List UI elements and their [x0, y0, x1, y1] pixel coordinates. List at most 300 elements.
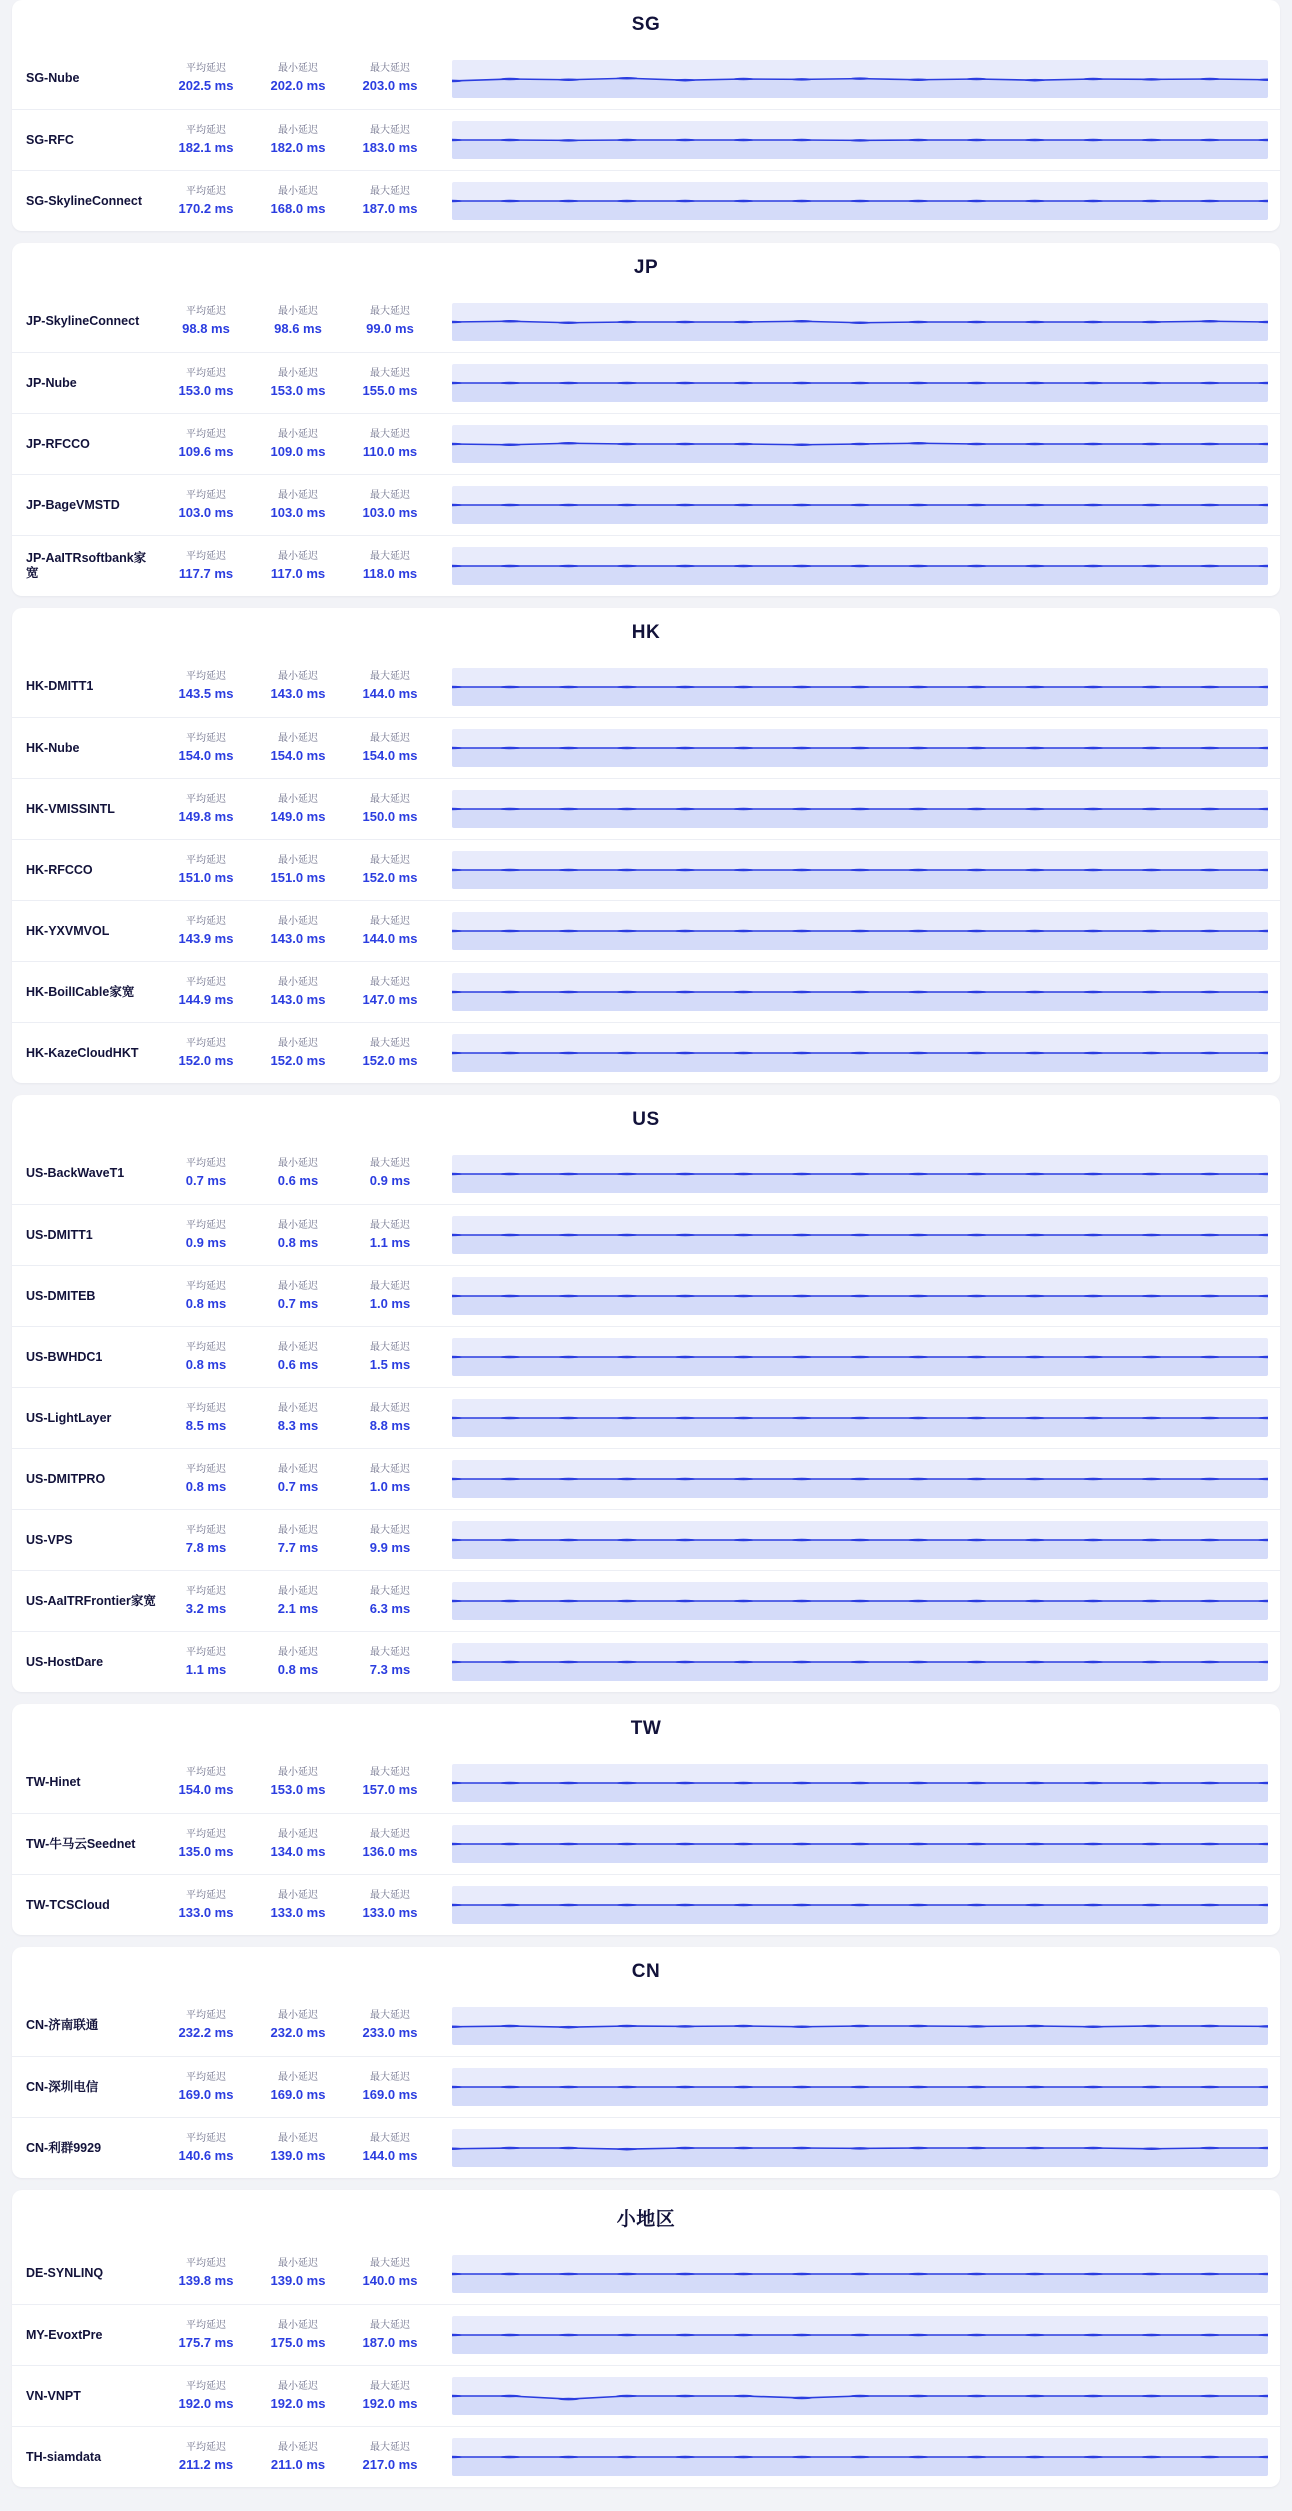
avg-latency [160, 2131, 252, 2166]
avg-latency-label: 平均延迟 [186, 185, 226, 197]
max-latency [344, 2256, 436, 2291]
node-name: JP-Nube [26, 375, 77, 390]
metrics-group [160, 2131, 436, 2166]
metrics-group [160, 61, 436, 96]
max-latency-value: 6.3 ms [369, 1600, 411, 1616]
max-latency-value: 9.9 ms [369, 1539, 411, 1555]
node-name: US-BWHDC1 [26, 1349, 103, 1364]
node-name: JP-SkylineConnect [26, 314, 140, 328]
avg-latency-label: 平均延迟 [186, 124, 226, 136]
avg-latency [160, 304, 252, 339]
latency-sparkline [452, 121, 1268, 159]
latency-sparkline [452, 2129, 1268, 2167]
min-latency-value: 169.0 ms [270, 2086, 326, 2102]
max-latency-value: 1.5 ms [369, 1356, 411, 1372]
min-latency-value: 153.0 ms [270, 382, 326, 398]
max-latency [344, 184, 436, 219]
avg-latency-value: 1.1 ms [185, 1661, 227, 1677]
max-latency-label: 最大延迟 [370, 1341, 410, 1353]
max-latency-value: 150.0 ms [362, 808, 418, 824]
max-latency-label: 最大延迟 [370, 1402, 410, 1414]
metrics-group [160, 488, 436, 523]
min-latency-value: 0.7 ms [277, 1295, 319, 1311]
node-row[interactable] [12, 1509, 1280, 1570]
avg-latency-label: 平均延迟 [186, 1341, 226, 1353]
min-latency-label: 最小延迟 [278, 732, 318, 744]
min-latency [252, 1765, 344, 1800]
region-title: CN [631, 1961, 661, 1982]
min-latency [252, 1584, 344, 1619]
min-latency-value: 182.0 ms [270, 139, 326, 155]
min-latency [252, 975, 344, 1010]
avg-latency-label: 平均延迟 [186, 1402, 226, 1414]
region-group [12, 1947, 1280, 2178]
avg-latency-label: 平均延迟 [186, 550, 226, 562]
max-latency-label: 最大延迟 [370, 185, 410, 197]
latency-sparkline [452, 425, 1268, 463]
avg-latency [160, 1036, 252, 1071]
min-latency [252, 2379, 344, 2414]
max-latency [344, 61, 436, 96]
min-latency [252, 1036, 344, 1071]
region-group [12, 608, 1280, 1083]
avg-latency-value: 139.8 ms [178, 2273, 234, 2289]
avg-latency-label: 平均延迟 [186, 63, 226, 75]
metrics-group [160, 975, 436, 1010]
max-latency [344, 914, 436, 949]
node-row[interactable] [12, 2365, 1280, 2426]
avg-latency-label: 平均延迟 [186, 793, 226, 805]
min-latency-value: 149.0 ms [270, 808, 326, 824]
node-name: JP-BageVMSTD [26, 497, 120, 512]
avg-latency [160, 123, 252, 158]
min-latency [252, 2131, 344, 2166]
node-row[interactable] [12, 717, 1280, 778]
node-row[interactable] [12, 656, 1280, 717]
min-latency [252, 366, 344, 401]
node-row[interactable] [12, 413, 1280, 474]
avg-latency-value: 143.5 ms [178, 686, 234, 702]
node-name: US-BackWaveT1 [26, 1166, 125, 1180]
avg-latency-value: 144.9 ms [178, 991, 234, 1007]
avg-latency [160, 669, 252, 704]
max-latency [344, 488, 436, 523]
min-latency [252, 488, 344, 523]
metrics-group [160, 1523, 436, 1558]
node-row[interactable] [12, 1022, 1280, 1083]
avg-latency-value: 0.9 ms [185, 1234, 227, 1250]
max-latency-label: 最大延迟 [370, 671, 410, 683]
max-latency [344, 792, 436, 827]
max-latency-value: 152.0 ms [362, 869, 418, 885]
avg-latency [160, 1584, 252, 1619]
max-latency-value: 169.0 ms [362, 2086, 418, 2102]
min-latency [252, 123, 344, 158]
node-name: US-LightLayer [26, 1410, 112, 1425]
max-latency [344, 2008, 436, 2043]
avg-latency [160, 1218, 252, 1253]
min-latency-label: 最小延迟 [278, 1646, 318, 1658]
avg-latency-label: 平均延迟 [186, 1524, 226, 1536]
node-row[interactable] [12, 1143, 1280, 1204]
node-row[interactable] [12, 1570, 1280, 1631]
max-latency-value: 118.0 ms [362, 565, 418, 581]
min-latency-label: 最小延迟 [278, 1219, 318, 1231]
max-latency [344, 2070, 436, 2105]
metrics-group [160, 1584, 436, 1619]
avg-latency-value: 169.0 ms [178, 2086, 234, 2102]
min-latency-label: 最小延迟 [278, 1037, 318, 1049]
min-latency-label: 最小延迟 [278, 550, 318, 562]
metrics-group [160, 184, 436, 219]
max-latency-label: 最大延迟 [370, 1280, 410, 1292]
min-latency-value: 0.8 ms [277, 1234, 319, 1250]
metrics-group [160, 366, 436, 401]
latency-sparkline [452, 1521, 1268, 1559]
node-name: SG-RFC [26, 132, 74, 147]
latency-sparkline [452, 1034, 1268, 1072]
node-row[interactable] [12, 1448, 1280, 1509]
node-row[interactable] [12, 170, 1280, 231]
avg-latency-label: 平均延迟 [186, 1280, 226, 1292]
min-latency-value: 0.8 ms [277, 1661, 319, 1677]
max-latency [344, 2440, 436, 2475]
max-latency-label: 最大延迟 [370, 1158, 410, 1170]
max-latency-value: 147.0 ms [362, 991, 418, 1007]
metrics-group [160, 2070, 436, 2105]
metrics-group [160, 2440, 436, 2475]
avg-latency [160, 1401, 252, 1436]
min-latency [252, 427, 344, 462]
min-latency [252, 731, 344, 766]
node-name: VN-VNPT [26, 2388, 81, 2403]
node-row[interactable] [12, 900, 1280, 961]
node-row[interactable] [12, 1813, 1280, 1874]
min-latency-label: 最小延迟 [278, 2132, 318, 2144]
avg-latency-label: 平均延迟 [186, 2132, 226, 2144]
avg-latency-value: 152.0 ms [178, 1052, 234, 1068]
node-name: US-AaITRFrontier家宽 [26, 1593, 156, 1608]
node-row[interactable] [12, 1631, 1280, 1692]
avg-latency [160, 1827, 252, 1862]
avg-latency [160, 61, 252, 96]
max-latency-value: 133.0 ms [362, 1904, 418, 1920]
node-row[interactable] [12, 1265, 1280, 1326]
latency-sparkline [452, 2438, 1268, 2476]
avg-latency-label: 平均延迟 [186, 1158, 226, 1170]
latency-sparkline [452, 182, 1268, 220]
max-latency-label: 最大延迟 [370, 1646, 410, 1658]
min-latency-value: 2.1 ms [277, 1600, 319, 1616]
min-latency-value: 151.0 ms [270, 869, 326, 885]
min-latency [252, 184, 344, 219]
node-row[interactable] [12, 2304, 1280, 2365]
max-latency [344, 1584, 436, 1619]
node-row[interactable] [12, 1995, 1280, 2056]
avg-latency-value: 3.2 ms [185, 1600, 227, 1616]
metrics-group [160, 1765, 436, 1800]
max-latency-value: 8.8 ms [369, 1417, 411, 1433]
min-latency-label: 最小延迟 [278, 2071, 318, 2083]
max-latency [344, 669, 436, 704]
node-row[interactable] [12, 1874, 1280, 1935]
node-name: SG-SkylineConnect [26, 193, 142, 208]
region-group [12, 1704, 1280, 1935]
latency-sparkline [452, 364, 1268, 402]
min-latency [252, 853, 344, 888]
avg-latency-value: 8.5 ms [185, 1417, 227, 1433]
max-latency [344, 1156, 436, 1191]
min-latency-label: 最小延迟 [278, 1767, 318, 1779]
latency-sparkline [452, 912, 1268, 950]
max-latency [344, 1888, 436, 1923]
latency-sparkline [452, 303, 1268, 341]
region-group [12, 1095, 1280, 1692]
node-row[interactable] [12, 291, 1280, 352]
avg-latency [160, 1340, 252, 1375]
avg-latency-value: 211.2 ms [178, 2456, 234, 2472]
max-latency [344, 1218, 436, 1253]
min-latency-value: 0.7 ms [277, 1478, 319, 1494]
max-latency-value: 1.0 ms [369, 1295, 411, 1311]
avg-latency [160, 427, 252, 462]
avg-latency-value: 117.7 ms [178, 565, 234, 581]
latency-sparkline [452, 547, 1268, 585]
node-row[interactable] [12, 2117, 1280, 2178]
avg-latency [160, 731, 252, 766]
avg-latency-label: 平均延迟 [186, 671, 226, 683]
max-latency-label: 最大延迟 [370, 2071, 410, 2083]
avg-latency-label: 平均延迟 [186, 915, 226, 927]
node-name: DE-SYNLINQ [26, 2266, 104, 2280]
min-latency-value: 152.0 ms [270, 1052, 326, 1068]
max-latency-value: 110.0 ms [362, 443, 418, 459]
avg-latency-label: 平均延迟 [186, 1828, 226, 1840]
latency-sparkline [452, 1399, 1268, 1437]
node-row[interactable] [12, 109, 1280, 170]
metrics-group [160, 792, 436, 827]
avg-latency-label: 平均延迟 [186, 367, 226, 379]
node-name: US-DMITT1 [26, 1227, 93, 1242]
max-latency-value: 1.0 ms [369, 1478, 411, 1494]
latency-sparkline [452, 2316, 1268, 2354]
max-latency-label: 最大延迟 [370, 2258, 410, 2270]
avg-latency-value: 140.6 ms [178, 2147, 234, 2163]
avg-latency-value: 0.8 ms [185, 1295, 227, 1311]
node-row[interactable] [12, 2426, 1280, 2487]
node-name: HK-RFCCO [26, 862, 93, 877]
max-latency [344, 123, 436, 158]
node-row[interactable] [12, 2243, 1280, 2304]
latency-sparkline [452, 2255, 1268, 2293]
node-row[interactable] [12, 2056, 1280, 2117]
latency-sparkline [452, 1886, 1268, 1924]
min-latency-label: 最小延迟 [278, 367, 318, 379]
max-latency-value: 154.0 ms [362, 747, 418, 763]
max-latency-value: 103.0 ms [362, 504, 418, 520]
max-latency [344, 1765, 436, 1800]
avg-latency [160, 2256, 252, 2291]
min-latency [252, 1827, 344, 1862]
min-latency-label: 最小延迟 [278, 185, 318, 197]
avg-latency-value: 135.0 ms [178, 1843, 234, 1859]
min-latency-label: 最小延迟 [278, 1524, 318, 1536]
min-latency-value: 139.0 ms [270, 2273, 326, 2289]
min-latency [252, 1645, 344, 1680]
min-latency-label: 最小延迟 [278, 1828, 318, 1840]
min-latency-label: 最小延迟 [278, 306, 318, 318]
avg-latency [160, 1888, 252, 1923]
node-name: US-DMITPRO [26, 1471, 106, 1486]
min-latency-label: 最小延迟 [278, 124, 318, 136]
node-row[interactable] [12, 352, 1280, 413]
max-latency [344, 304, 436, 339]
min-latency-value: 103.0 ms [270, 504, 326, 520]
node-row[interactable] [12, 1752, 1280, 1813]
avg-latency [160, 792, 252, 827]
min-latency-label: 最小延迟 [278, 793, 318, 805]
metrics-group [160, 549, 436, 584]
avg-latency [160, 1462, 252, 1497]
metrics-group [160, 1401, 436, 1436]
metrics-group [160, 1036, 436, 1071]
metrics-group [160, 669, 436, 704]
max-latency-label: 最大延迟 [370, 1767, 410, 1779]
avg-latency-label: 平均延迟 [186, 976, 226, 988]
node-row[interactable] [12, 839, 1280, 900]
node-row[interactable] [12, 48, 1280, 109]
avg-latency-value: 170.2 ms [178, 200, 234, 216]
region-title: 小地区 [616, 2209, 676, 2230]
max-latency-label: 最大延迟 [370, 489, 410, 501]
min-latency-value: 134.0 ms [270, 1843, 326, 1859]
min-latency [252, 61, 344, 96]
avg-latency-value: 109.6 ms [178, 443, 234, 459]
region-title: JP [633, 257, 659, 278]
max-latency [344, 549, 436, 584]
node-name: TW-牛马云Seednet [26, 1836, 136, 1851]
avg-latency-label: 平均延迟 [186, 428, 226, 440]
node-name: SG-Nube [26, 71, 80, 85]
avg-latency [160, 549, 252, 584]
min-latency [252, 1523, 344, 1558]
region-title: TW [630, 1718, 662, 1739]
min-latency [252, 2318, 344, 2353]
node-row[interactable] [12, 778, 1280, 839]
max-latency [344, 731, 436, 766]
max-latency-value: 187.0 ms [362, 200, 418, 216]
min-latency-value: 153.0 ms [270, 1782, 326, 1798]
min-latency-value: 133.0 ms [270, 1904, 326, 1920]
avg-latency [160, 1156, 252, 1191]
avg-latency-value: 0.7 ms [185, 1173, 227, 1189]
avg-latency [160, 853, 252, 888]
node-row[interactable] [12, 1326, 1280, 1387]
avg-latency-value: 151.0 ms [178, 869, 234, 885]
max-latency-label: 最大延迟 [370, 124, 410, 136]
region-title: US [632, 1109, 660, 1130]
latency-sparkline [452, 1764, 1268, 1802]
min-latency-value: 192.0 ms [270, 2395, 326, 2411]
node-row[interactable] [12, 1387, 1280, 1448]
max-latency-value: 152.0 ms [362, 1052, 418, 1068]
avg-latency-label: 平均延迟 [186, 2319, 226, 2331]
avg-latency-label: 平均延迟 [186, 2380, 226, 2392]
min-latency-label: 最小延迟 [278, 1341, 318, 1353]
avg-latency-label: 平均延迟 [186, 1219, 226, 1231]
max-latency-label: 最大延迟 [370, 1524, 410, 1536]
max-latency [344, 1462, 436, 1497]
metrics-group [160, 1340, 436, 1375]
avg-latency-label: 平均延迟 [186, 2441, 226, 2453]
metrics-group [160, 853, 436, 888]
max-latency-value: 187.0 ms [362, 2334, 418, 2350]
avg-latency [160, 1645, 252, 1680]
node-row[interactable] [12, 474, 1280, 535]
max-latency-value: 144.0 ms [362, 2147, 418, 2163]
min-latency-label: 最小延迟 [278, 63, 318, 75]
avg-latency-value: 133.0 ms [178, 1904, 234, 1920]
min-latency-value: 0.6 ms [277, 1356, 319, 1372]
min-latency-value: 168.0 ms [270, 200, 326, 216]
node-name: US-HostDare [26, 1654, 104, 1669]
min-latency-label: 最小延迟 [278, 2441, 318, 2453]
node-name: HK-DMITT1 [26, 679, 94, 693]
max-latency-label: 最大延迟 [370, 63, 410, 75]
node-name: TW-Hinet [26, 1775, 81, 1789]
min-latency-value: 202.0 ms [270, 78, 326, 94]
max-latency [344, 1340, 436, 1375]
min-latency-value: 232.0 ms [270, 2025, 326, 2041]
max-latency-label: 最大延迟 [370, 976, 410, 988]
node-name: HK-KazeCloudHKT [26, 1045, 139, 1060]
min-latency-value: 175.0 ms [270, 2334, 326, 2350]
max-latency-label: 最大延迟 [370, 1219, 410, 1231]
max-latency-label: 最大延迟 [370, 1828, 410, 1840]
max-latency-value: 7.3 ms [369, 1661, 411, 1677]
max-latency-value: 192.0 ms [362, 2395, 418, 2411]
node-row[interactable] [12, 961, 1280, 1022]
node-row[interactable] [12, 535, 1280, 596]
max-latency-value: 0.9 ms [369, 1173, 411, 1189]
node-name: TW-TCSCloud [26, 1897, 110, 1912]
latency-sparkline [452, 1155, 1268, 1193]
min-latency-label: 最小延迟 [278, 1158, 318, 1170]
node-row[interactable] [12, 1204, 1280, 1265]
min-latency-label: 最小延迟 [278, 2258, 318, 2270]
max-latency-label: 最大延迟 [370, 2441, 410, 2453]
min-latency-label: 最小延迟 [278, 428, 318, 440]
max-latency-label: 最大延迟 [370, 1585, 410, 1597]
max-latency-label: 最大延迟 [370, 915, 410, 927]
min-latency-value: 117.0 ms [270, 565, 326, 581]
max-latency-value: 157.0 ms [362, 1782, 418, 1798]
node-name: HK-YXVMVOL [26, 923, 110, 938]
node-name: US-VPS [26, 1532, 73, 1547]
max-latency-value: 144.0 ms [362, 930, 418, 946]
region-title: SG [631, 14, 661, 35]
metrics-group [160, 1156, 436, 1191]
avg-latency [160, 2070, 252, 2105]
min-latency-label: 最小延迟 [278, 1889, 318, 1901]
latency-sparkline [452, 2377, 1268, 2415]
metrics-group [160, 1645, 436, 1680]
min-latency-value: 98.6 ms [274, 321, 322, 337]
min-latency [252, 1888, 344, 1923]
avg-latency-value: 153.0 ms [178, 382, 234, 398]
avg-latency [160, 1279, 252, 1314]
latency-sparkline [452, 668, 1268, 706]
